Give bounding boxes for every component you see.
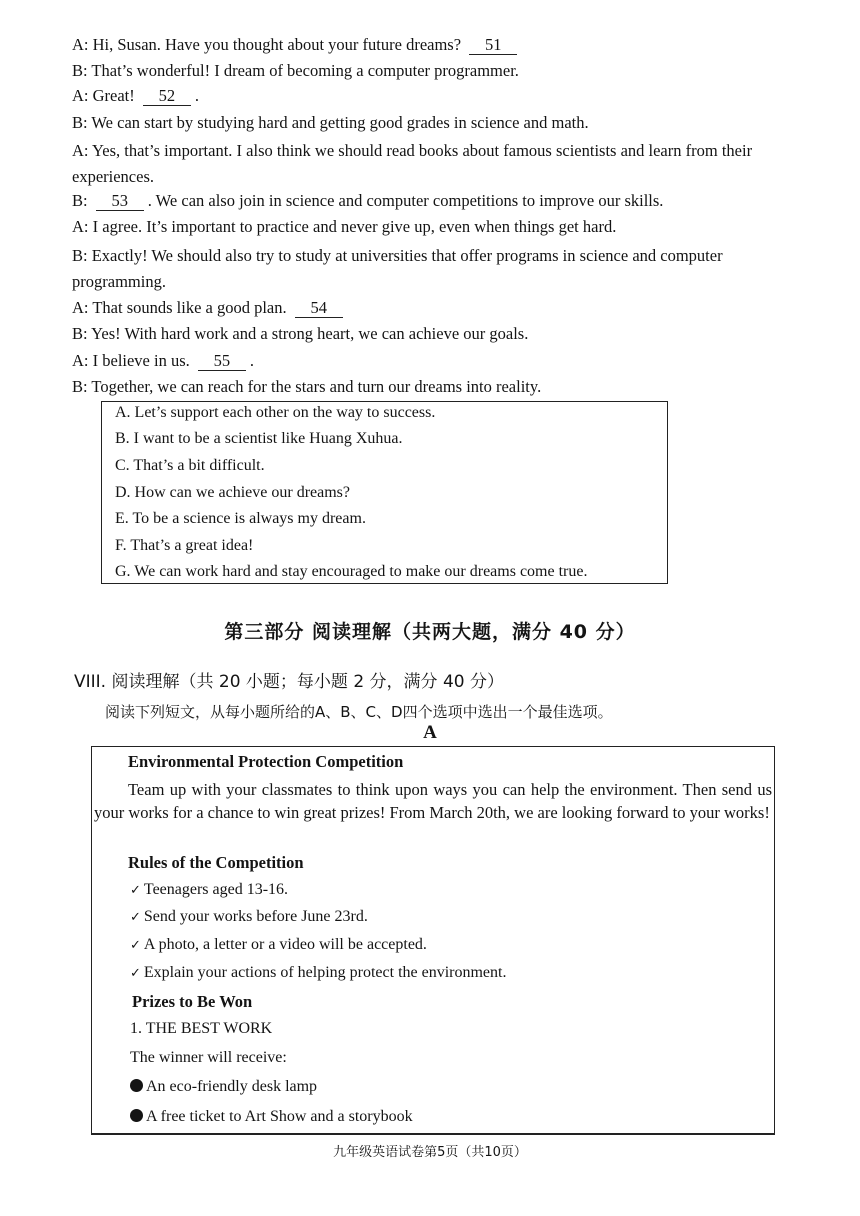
winner-line: The winner will receive: [130,1049,287,1066]
dialogue-text: We can start by studying hard and getting good grades in science and math. [91,113,589,132]
dialogue-line-10 [72,323,528,345]
dialogue-text: Great! [92,86,135,105]
speaker: B: [72,246,88,265]
answer-blank-53[interactable]: 53 [96,192,144,211]
part-title: 第三部分 阅读理解（共两大题，满分 40 分） [224,621,636,643]
check-icon: ✓ [130,966,141,981]
dialogue-text: Hi, Susan. Have you thought about your future dreams? [92,35,462,54]
dialogue-line-9 [72,297,347,319]
dialogue-text: That sounds like a good plan. [92,298,287,317]
article-box [91,746,775,1135]
option-g: G. We can work hard and stay encouraged to make our dreams come true. [115,563,588,580]
check-icon: ✓ [130,883,141,898]
speaker: A: [72,35,89,54]
dialogue-text: Yes! With hard work and a strong heart, we can achieve our goals. [91,324,529,343]
page-footer: 九年级英语试卷第5页（共10页） [333,1145,527,1160]
dialogue-text: Yes, that’s important. I also think we should read books about famous scientists and learn from their experiences. [72,141,753,186]
rule-item [130,881,288,899]
option-c: C. That’s a bit difficult. [115,457,265,474]
bullet-dot-icon [130,1109,143,1122]
bullet-dot-icon [130,1079,143,1092]
rules-heading: Rules of the Competition [128,853,304,872]
dialogue-text: Together, we can reach for the stars and turn our dreams into reality. [91,377,542,396]
answer-blank-52[interactable]: 52 [143,87,191,106]
speaker: A: [72,217,89,236]
answer-blank-54[interactable]: 54 [295,299,343,318]
dialogue-line-4 [72,112,589,134]
dialogue-text-after: . We can also join in science and computer competitions to improve our skills. [147,191,664,210]
option-e: E. To be a science is always my dream. [115,510,366,527]
dialogue-line-2 [72,60,519,82]
rule-text: Teenagers aged 13-16. [143,881,289,898]
rule-item [130,936,427,954]
instruction: 阅读下列短文，从每小题所给的A、B、C、D四个选项中选出一个最佳选项。 [105,703,613,721]
dialogue-line-8 [72,243,797,295]
dialogue-line-6 [72,190,663,212]
dialogue-line-7 [72,216,616,238]
speaker: A: [72,141,89,160]
options-box [101,401,668,584]
article-intro: Team up with your classmates to think upon ways you can help the environment. Then send us your works for a chance to win great prizes! From March 20th, we are looking forward to your works! [94,780,772,822]
prizes-heading: Prizes to Be Won [132,992,253,1011]
speaker: A: [72,298,89,317]
speaker: B: [72,324,88,343]
rule-item [130,964,506,982]
rule-item [130,908,368,926]
dialogue-line-1 [72,34,521,56]
dialogue-text-after: . [249,351,255,370]
speaker: B: [72,61,88,80]
prize-title: 1. THE BEST WORK [130,1020,273,1037]
prize-item [130,1108,413,1126]
rule-text: Send your works before June 23rd. [143,908,368,925]
dialogue-text: Exactly! We should also try to study at universities that offer programs in science and computer programming. [72,246,723,291]
speaker: A: [72,351,89,370]
dialogue-line-5 [72,138,797,190]
speaker: A: [72,86,89,105]
prize-text: A free ticket to Art Show and a storybook [146,1108,413,1125]
speaker: B: [72,113,88,132]
answer-blank-55[interactable]: 55 [198,352,246,371]
option-d: D. How can we achieve our dreams? [115,484,351,501]
dialogue-line-11 [72,350,254,372]
article-title: Environmental Protection Competition [128,752,404,771]
dialogue-text: I agree. It’s important to practice and never give up, even when things get hard. [92,217,617,236]
answer-blank-51[interactable]: 51 [469,36,517,55]
dialogue-text-after: . [194,86,200,105]
prize-text: An eco-friendly desk lamp [146,1078,318,1095]
option-b: B. I want to be a scientist like Huang Xuhua. [115,430,403,447]
check-icon: ✓ [130,910,141,925]
dialogue-text: That’s wonderful! I dream of becoming a computer programmer. [91,61,519,80]
check-icon: ✓ [130,938,141,953]
speaker: B: [72,377,88,396]
rule-text: A photo, a letter or a video will be accepted. [143,936,427,953]
section-title: VIII. 阅读理解（共 20 小题；每小题 2 分，满分 40 分） [74,672,504,692]
dialogue-line-3 [72,85,199,107]
dialogue-text: I believe in us. [92,351,190,370]
option-a: A. Let’s support each other on the way to success. [115,404,436,421]
passage-label: A [423,722,437,743]
rule-text: Explain your actions of helping protect the environment. [143,964,507,981]
dialogue-line-12 [72,376,541,398]
prize-item [130,1078,317,1096]
speaker: B: [72,191,88,210]
option-f: F. That’s a great idea! [115,537,254,554]
